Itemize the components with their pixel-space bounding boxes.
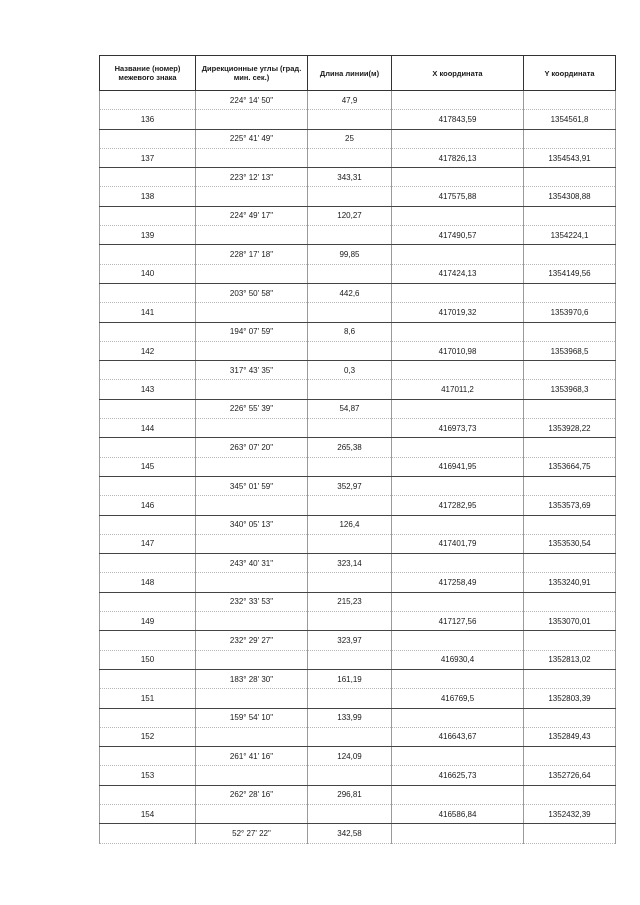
point-name-cell: 153	[100, 766, 196, 785]
empty-cell	[196, 110, 308, 129]
bearing-angle-cell: 345° 01' 59"	[196, 476, 308, 495]
empty-cell	[308, 457, 392, 476]
bearing-angle-cell: 194° 07' 59"	[196, 322, 308, 341]
empty-cell	[100, 476, 196, 495]
bearing-angle-cell: 224° 14' 50"	[196, 91, 308, 110]
table-row-point	[100, 341, 616, 360]
x-coordinate-cell: 417424,13	[392, 264, 524, 283]
empty-cell	[308, 148, 392, 167]
empty-cell	[392, 91, 524, 110]
empty-cell	[196, 727, 308, 746]
point-name-cell: 146	[100, 496, 196, 515]
y-coordinate-cell: 1354149,56	[524, 264, 616, 283]
empty-cell	[392, 206, 524, 225]
line-length-cell: 120,27	[308, 206, 392, 225]
empty-cell	[524, 206, 616, 225]
empty-cell	[308, 573, 392, 592]
point-name-cell: 140	[100, 264, 196, 283]
empty-cell	[524, 361, 616, 380]
table-row-bearing	[100, 824, 616, 843]
line-length-cell: 54,87	[308, 399, 392, 418]
empty-cell	[392, 824, 524, 843]
empty-cell	[392, 631, 524, 650]
bearing-angle-cell: 224° 49' 17"	[196, 206, 308, 225]
empty-cell	[308, 226, 392, 245]
bearing-angle-cell: 262° 28' 16"	[196, 785, 308, 804]
empty-cell	[196, 148, 308, 167]
table-row-point	[100, 457, 616, 476]
y-coordinate-cell: 1353530,54	[524, 534, 616, 553]
line-length-cell: 343,31	[308, 168, 392, 187]
table-row-point	[100, 110, 616, 129]
line-length-cell: 8,6	[308, 322, 392, 341]
table-row-point	[100, 804, 616, 823]
table-row-bearing	[100, 785, 616, 804]
line-length-cell: 25	[308, 129, 392, 148]
empty-cell	[100, 322, 196, 341]
empty-cell	[100, 631, 196, 650]
empty-cell	[524, 283, 616, 302]
bearing-angle-cell: 263° 07' 20"	[196, 438, 308, 457]
table-row-point	[100, 766, 616, 785]
bearing-angle-cell: 183° 28' 30"	[196, 669, 308, 688]
line-length-cell: 352,97	[308, 476, 392, 495]
table-row-point	[100, 226, 616, 245]
empty-cell	[392, 669, 524, 688]
empty-cell	[392, 747, 524, 766]
y-coordinate-cell: 1353573,69	[524, 496, 616, 515]
table-row-point	[100, 264, 616, 283]
empty-cell	[100, 399, 196, 418]
table-row-bearing	[100, 361, 616, 380]
point-name-cell: 149	[100, 612, 196, 631]
x-coordinate-cell: 417843,59	[392, 110, 524, 129]
x-coordinate-cell: 417011,2	[392, 380, 524, 399]
empty-cell	[524, 747, 616, 766]
table-row-point	[100, 419, 616, 438]
empty-cell	[392, 322, 524, 341]
empty-cell	[100, 592, 196, 611]
line-length-cell: 99,85	[308, 245, 392, 264]
bearing-angle-cell: 232° 29' 27"	[196, 631, 308, 650]
line-length-cell: 0,3	[308, 361, 392, 380]
empty-cell	[308, 727, 392, 746]
empty-cell	[308, 650, 392, 669]
table-row-point	[100, 573, 616, 592]
point-name-cell: 138	[100, 187, 196, 206]
point-name-cell: 142	[100, 341, 196, 360]
empty-cell	[392, 168, 524, 187]
empty-cell	[100, 206, 196, 225]
y-coordinate-cell: 1353664,75	[524, 457, 616, 476]
x-coordinate-cell: 417127,56	[392, 612, 524, 631]
empty-cell	[196, 534, 308, 553]
empty-cell	[196, 689, 308, 708]
table-header-row	[100, 56, 616, 91]
empty-cell	[392, 554, 524, 573]
table-row-bearing	[100, 515, 616, 534]
empty-cell	[196, 612, 308, 631]
header-bearing-angle: Дирекционные углы (град. мин. сек.)	[196, 56, 308, 91]
empty-cell	[196, 766, 308, 785]
table-row-bearing	[100, 438, 616, 457]
empty-cell	[196, 457, 308, 476]
point-name-cell: 137	[100, 148, 196, 167]
bearing-angle-cell: 317° 43' 35"	[196, 361, 308, 380]
header-point-name: Название (номер) межевого знака	[100, 56, 196, 91]
table-row-bearing	[100, 399, 616, 418]
empty-cell	[524, 785, 616, 804]
empty-cell	[524, 669, 616, 688]
line-length-cell: 265,38	[308, 438, 392, 457]
y-coordinate-cell: 1354224,1	[524, 226, 616, 245]
empty-cell	[196, 303, 308, 322]
header-x-coordinate: X координата	[392, 56, 524, 91]
empty-cell	[524, 708, 616, 727]
table-row-bearing	[100, 708, 616, 727]
y-coordinate-cell: 1352726,64	[524, 766, 616, 785]
empty-cell	[100, 747, 196, 766]
empty-cell	[524, 91, 616, 110]
empty-cell	[392, 438, 524, 457]
empty-cell	[392, 245, 524, 264]
table-row-bearing	[100, 245, 616, 264]
empty-cell	[196, 226, 308, 245]
empty-cell	[308, 341, 392, 360]
line-length-cell: 215,23	[308, 592, 392, 611]
empty-cell	[308, 264, 392, 283]
empty-cell	[308, 110, 392, 129]
y-coordinate-cell: 1353070,01	[524, 612, 616, 631]
x-coordinate-cell: 417010,98	[392, 341, 524, 360]
x-coordinate-cell: 416941,95	[392, 457, 524, 476]
bearing-angle-cell: 228° 17' 18"	[196, 245, 308, 264]
table-row-point	[100, 650, 616, 669]
bearing-angle-cell: 226° 55' 39"	[196, 399, 308, 418]
empty-cell	[524, 245, 616, 264]
empty-cell	[100, 283, 196, 302]
empty-cell	[196, 804, 308, 823]
x-coordinate-cell: 417019,32	[392, 303, 524, 322]
table-row-bearing	[100, 669, 616, 688]
point-name-cell: 152	[100, 727, 196, 746]
line-length-cell: 161,19	[308, 669, 392, 688]
table-body	[100, 91, 616, 844]
empty-cell	[100, 515, 196, 534]
table-row-point	[100, 303, 616, 322]
line-length-cell: 296,81	[308, 785, 392, 804]
table-row-bearing	[100, 322, 616, 341]
empty-cell	[392, 592, 524, 611]
x-coordinate-cell: 417826,13	[392, 148, 524, 167]
table-row-bearing	[100, 129, 616, 148]
table-row-point	[100, 727, 616, 746]
empty-cell	[392, 785, 524, 804]
header-line-length: Длина линии(м)	[308, 56, 392, 91]
line-length-cell: 342,58	[308, 824, 392, 843]
empty-cell	[524, 592, 616, 611]
empty-cell	[100, 824, 196, 843]
line-length-cell: 47,9	[308, 91, 392, 110]
empty-cell	[524, 399, 616, 418]
empty-cell	[100, 91, 196, 110]
empty-cell	[196, 419, 308, 438]
table-row-bearing	[100, 592, 616, 611]
empty-cell	[308, 187, 392, 206]
bearing-angle-cell: 203° 50' 58"	[196, 283, 308, 302]
x-coordinate-cell: 416769,5	[392, 689, 524, 708]
table-row-point	[100, 612, 616, 631]
empty-cell	[524, 515, 616, 534]
bearing-angle-cell: 340° 05' 13"	[196, 515, 308, 534]
x-coordinate-cell: 416586,84	[392, 804, 524, 823]
point-name-cell: 151	[100, 689, 196, 708]
empty-cell	[100, 168, 196, 187]
x-coordinate-cell: 416643,67	[392, 727, 524, 746]
bearing-angle-cell: 223° 12' 13"	[196, 168, 308, 187]
empty-cell	[392, 708, 524, 727]
point-name-cell: 154	[100, 804, 196, 823]
y-coordinate-cell: 1353968,3	[524, 380, 616, 399]
bearing-angle-cell: 232° 33' 53"	[196, 592, 308, 611]
y-coordinate-cell: 1353970,6	[524, 303, 616, 322]
empty-cell	[308, 419, 392, 438]
empty-cell	[392, 129, 524, 148]
x-coordinate-cell: 417575,88	[392, 187, 524, 206]
y-coordinate-cell: 1352813,02	[524, 650, 616, 669]
empty-cell	[308, 534, 392, 553]
empty-cell	[308, 804, 392, 823]
point-name-cell: 148	[100, 573, 196, 592]
empty-cell	[100, 245, 196, 264]
y-coordinate-cell: 1352432,39	[524, 804, 616, 823]
empty-cell	[524, 322, 616, 341]
table-row-bearing	[100, 206, 616, 225]
empty-cell	[392, 515, 524, 534]
y-coordinate-cell: 1353928,22	[524, 419, 616, 438]
point-name-cell: 143	[100, 380, 196, 399]
y-coordinate-cell: 1353240,91	[524, 573, 616, 592]
table-row-bearing	[100, 631, 616, 650]
boundary-coordinates-table	[99, 55, 616, 844]
point-name-cell: 141	[100, 303, 196, 322]
empty-cell	[196, 650, 308, 669]
x-coordinate-cell: 417401,79	[392, 534, 524, 553]
empty-cell	[524, 824, 616, 843]
empty-cell	[524, 554, 616, 573]
empty-cell	[308, 303, 392, 322]
point-name-cell: 136	[100, 110, 196, 129]
line-length-cell: 126,4	[308, 515, 392, 534]
y-coordinate-cell: 1354561,8	[524, 110, 616, 129]
empty-cell	[308, 689, 392, 708]
point-name-cell: 150	[100, 650, 196, 669]
y-coordinate-cell: 1352849,43	[524, 727, 616, 746]
bearing-angle-cell: 52° 27' 22"	[196, 824, 308, 843]
empty-cell	[308, 766, 392, 785]
empty-cell	[100, 669, 196, 688]
y-coordinate-cell: 1352803,39	[524, 689, 616, 708]
point-name-cell: 147	[100, 534, 196, 553]
empty-cell	[196, 380, 308, 399]
table-row-point	[100, 496, 616, 515]
bearing-angle-cell: 243° 40' 31"	[196, 554, 308, 573]
y-coordinate-cell: 1353968,5	[524, 341, 616, 360]
empty-cell	[100, 438, 196, 457]
empty-cell	[392, 476, 524, 495]
empty-cell	[196, 496, 308, 515]
empty-cell	[392, 361, 524, 380]
empty-cell	[100, 361, 196, 380]
line-length-cell: 124,09	[308, 747, 392, 766]
bearing-angle-cell: 261° 41' 16"	[196, 747, 308, 766]
point-name-cell: 144	[100, 419, 196, 438]
empty-cell	[100, 785, 196, 804]
line-length-cell: 133,99	[308, 708, 392, 727]
line-length-cell: 323,14	[308, 554, 392, 573]
table-row-bearing	[100, 91, 616, 110]
table-row-bearing	[100, 554, 616, 573]
empty-cell	[100, 129, 196, 148]
table-row-point	[100, 187, 616, 206]
empty-cell	[196, 187, 308, 206]
empty-cell	[100, 554, 196, 573]
table-row-point	[100, 534, 616, 553]
point-name-cell: 139	[100, 226, 196, 245]
x-coordinate-cell: 416625,73	[392, 766, 524, 785]
x-coordinate-cell: 416973,73	[392, 419, 524, 438]
table-row-bearing	[100, 747, 616, 766]
bearing-angle-cell: 159° 54' 10"	[196, 708, 308, 727]
line-length-cell: 323,97	[308, 631, 392, 650]
table-row-bearing	[100, 476, 616, 495]
empty-cell	[196, 264, 308, 283]
empty-cell	[524, 476, 616, 495]
x-coordinate-cell: 417258,49	[392, 573, 524, 592]
table-row-bearing	[100, 168, 616, 187]
table-row-point	[100, 380, 616, 399]
empty-cell	[392, 399, 524, 418]
x-coordinate-cell: 416930,4	[392, 650, 524, 669]
empty-cell	[524, 129, 616, 148]
table-row-point	[100, 148, 616, 167]
empty-cell	[524, 168, 616, 187]
empty-cell	[392, 283, 524, 302]
x-coordinate-cell: 417282,95	[392, 496, 524, 515]
empty-cell	[524, 438, 616, 457]
line-length-cell: 442,6	[308, 283, 392, 302]
empty-cell	[196, 573, 308, 592]
table-row-point	[100, 689, 616, 708]
header-y-coordinate: Y координата	[524, 56, 616, 91]
empty-cell	[308, 496, 392, 515]
empty-cell	[196, 341, 308, 360]
empty-cell	[308, 612, 392, 631]
y-coordinate-cell: 1354543,91	[524, 148, 616, 167]
table-row-bearing	[100, 283, 616, 302]
empty-cell	[308, 380, 392, 399]
x-coordinate-cell: 417490,57	[392, 226, 524, 245]
point-name-cell: 145	[100, 457, 196, 476]
empty-cell	[524, 631, 616, 650]
bearing-angle-cell: 225° 41' 49"	[196, 129, 308, 148]
y-coordinate-cell: 1354308,88	[524, 187, 616, 206]
empty-cell	[100, 708, 196, 727]
